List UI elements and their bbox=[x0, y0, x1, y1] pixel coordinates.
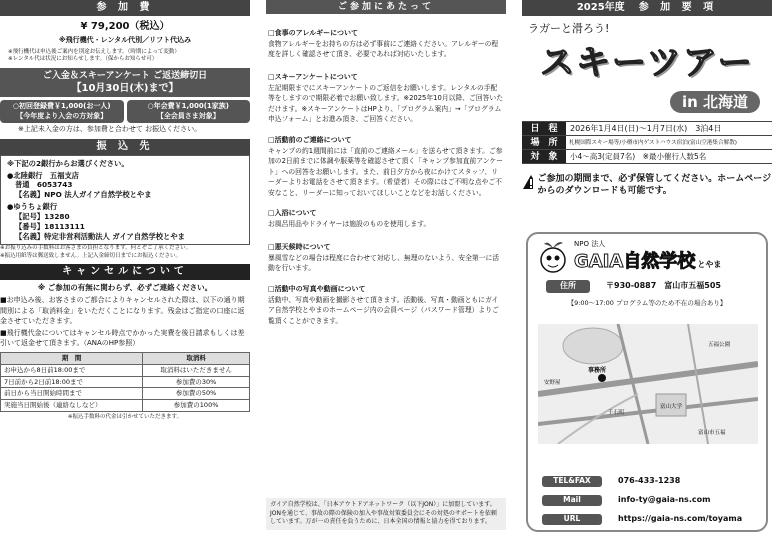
contact-value[interactable]: https://gaia-ns.com/toyama bbox=[618, 514, 743, 524]
contact-label: TEL&FAX bbox=[542, 476, 602, 486]
bank-title: 振 込 先 bbox=[0, 139, 250, 155]
bank-note-2: ※振込用紙等は郵送致しません。上記入金締切日までにお振込ください。 bbox=[0, 252, 181, 259]
fee-a-sub: 【今年度より入会の方対象】 bbox=[16, 111, 108, 120]
org-logo bbox=[536, 240, 766, 274]
bank1-name: 【名義】NPO 法人ガイア自然学校とやま bbox=[15, 190, 152, 200]
notes-title: ご参加にあたって bbox=[266, 0, 506, 14]
table-row bbox=[1, 376, 250, 388]
map-label: 千石町 bbox=[608, 410, 625, 416]
section-heading: □入浴について bbox=[268, 209, 317, 218]
map-label: 事務所 bbox=[588, 367, 607, 374]
cancel-p2: ■飛行機代金についてはキャンセル時点でかかった実費を後日請求もしくは差引いて返金せて頂きます。（ANAのHP参照） bbox=[0, 328, 245, 348]
details-table bbox=[522, 121, 772, 164]
section-heading: □活動前のご連絡について bbox=[268, 135, 352, 144]
bank2: ●ゆうちょ銀行 bbox=[7, 202, 58, 212]
contact-label: URL bbox=[542, 514, 602, 524]
section-text: 暴風雪などの場合は程度に合わせて対応し、無理のないよう、安全第一に活動を行います。 bbox=[268, 253, 500, 273]
membership-fees bbox=[0, 100, 250, 123]
bank2-name: 【名義】特定非営利活動法人 ガイア自然学校とやま bbox=[15, 231, 185, 241]
detail-key: 場 所 bbox=[522, 136, 566, 149]
map-label: 安野屋 bbox=[544, 380, 561, 386]
table-row bbox=[1, 364, 250, 376]
detail-row bbox=[522, 150, 772, 164]
contact-value[interactable]: info-ty@gaia-ns.com bbox=[618, 495, 711, 505]
bank-box bbox=[0, 155, 250, 246]
deadline-box bbox=[0, 68, 250, 98]
main-title: スキーツアー bbox=[540, 42, 754, 83]
table-row bbox=[1, 400, 250, 412]
table-cell: 参加費の30% bbox=[143, 376, 250, 388]
address-label: 住所 bbox=[546, 280, 590, 293]
fee-b bbox=[127, 100, 251, 123]
table-cell: 参加費の50% bbox=[143, 388, 250, 400]
notes-column bbox=[266, 0, 506, 536]
org-prefix: NPO 法人 bbox=[574, 240, 606, 249]
notice bbox=[522, 174, 772, 197]
bank1-acct: 普通 6053743 bbox=[15, 180, 73, 190]
address-row bbox=[546, 280, 766, 293]
fee-a-label: ○初回登録費￥1,000(お一人) bbox=[12, 102, 111, 111]
map-label: 富山大学 bbox=[660, 404, 683, 410]
info-header bbox=[522, 0, 772, 16]
cancel-sub: ※ ご参加の有無に関わらず、必ずご連絡ください。 bbox=[37, 283, 213, 293]
detail-value: 2026年1月4日(日)〜1月7日(水) 3泊4日 bbox=[570, 123, 722, 133]
org-suffix: とやま bbox=[697, 259, 722, 269]
bank2-num: 【番号】18113111 bbox=[15, 221, 85, 231]
fee-note: ※上記未入金の方は、参加費と合わせて お振込ください。 bbox=[18, 125, 202, 134]
org-name: GAIA自然学校 bbox=[574, 250, 696, 272]
place-badge: in 北海道 bbox=[670, 91, 760, 113]
note-1: ※飛行機代は申込後ご案内を別途お伝えします。（時期によって変動） bbox=[8, 48, 180, 55]
detail-row bbox=[522, 136, 772, 150]
hours: 【9:00〜17:00 プログラム等のため不在の場合あり】 bbox=[567, 298, 727, 307]
table-cell: 実施当日開始後（連絡なしなど） bbox=[1, 400, 143, 412]
fee-a bbox=[0, 100, 124, 123]
mascot-icon bbox=[536, 240, 570, 274]
section-text: 食物アレルギーをお持ちの方は必ず事前にご連絡ください。アレルギーの程度を詳しく確認させて頂き、必要であれば対応いたします。 bbox=[268, 39, 499, 59]
detail-value: 小4〜高3(定員7名) ※最小催行人数5名 bbox=[570, 151, 707, 161]
org-card bbox=[526, 232, 768, 532]
map-label: 五福公園 bbox=[708, 342, 731, 348]
contacts bbox=[542, 472, 762, 529]
fee-column bbox=[0, 0, 250, 536]
section-heading: □悪天候時について bbox=[268, 242, 331, 251]
table-header: 期 間 bbox=[1, 353, 143, 365]
insurance-box: ガイア自然学校は、「日本アウトドアネットワーク（以下JON）」に加盟しています。JONを通じて、事故の際の保険の加入や事故対策委員会にその対処のサポートを依頼しています。万が一の責任を負うために、日本全国の情報と協力を得ております。 bbox=[266, 498, 506, 530]
tagline: ラガーと滑ろう! bbox=[528, 22, 610, 35]
section-text: 活動中、写真や動画を撮影させて頂きます。活動後、写真・動画ともにガイア自然学校とやまのホームページ内の会員ページ（パスワード管理）よりご覧頂くことができます。 bbox=[268, 295, 499, 325]
table-note: ※振込手数料の代金は引かせていただきます。 bbox=[67, 413, 183, 420]
price-note: ※飛行機代・レンタル代別／リフト代込み bbox=[58, 35, 192, 44]
year-label: 2025年度 bbox=[576, 2, 625, 13]
bank1: ●北陸銀行 五福支店 bbox=[7, 170, 80, 180]
cancel-table bbox=[0, 352, 250, 412]
note-2: ※レンタル代は状況にお知らせします。（保からお知らせ可） bbox=[8, 56, 158, 63]
table-cell: お申込から8日前18:00まで bbox=[1, 364, 143, 376]
contact-label: Mail bbox=[542, 495, 602, 505]
table-cell: 取消料はいただきません bbox=[143, 364, 250, 376]
table-cell: 参加費の100% bbox=[143, 400, 250, 412]
bank2-code: 【記号】13280 bbox=[15, 211, 70, 221]
fee-b-sub: 【全会員さま対象】 bbox=[156, 111, 220, 120]
section-text: キャンプの約1週間前には「直前のご連絡メール」を送らせて頂きます。ご参加の2日前までに体調や服薬等を確認させて頂く「キャンプ参加直前アンケート」への回答をお願いします。また、前日夕方から夜にかけてスタッフ、リーダーよりお電話をさせて頂きます。（希望者）その際にはご不明な点やご不安なこと、リーダーに知っておいてほしいことなどをお話しください。 bbox=[268, 146, 504, 197]
table-cell: 7日前から2日前18:00まで bbox=[1, 376, 143, 388]
contact-value: 076-433-1238 bbox=[618, 476, 681, 486]
section-text: お風呂用品やドライヤーは施設のものを使用します。 bbox=[268, 220, 431, 229]
cancel-p1: ■お申込み後、お客さまのご都合によりキャンセルされた際は、以下の通り期間別による「取消料金」をいただくことになります。残金はご指定の口座に返金させていただきます。 bbox=[0, 296, 245, 325]
deadline-date: 【10月30日(木)まで】 bbox=[71, 82, 179, 94]
fee-b-label: ○年会費￥1,000(1家族) bbox=[147, 102, 230, 111]
deadline-title: ご入金＆スキーアンケート ご返送締切日 bbox=[42, 70, 208, 81]
detail-value: 札幌国際スキー場等/小樽市内ゲストハウス宿泊(富山空港集合解散) bbox=[569, 139, 737, 146]
price: ¥ 79,200（税込） bbox=[80, 21, 170, 32]
section-heading: □活動中の写真や動画について bbox=[268, 284, 366, 293]
section-heading: □食事のアレルギーについて bbox=[268, 29, 359, 37]
detail-row bbox=[522, 122, 772, 136]
detail-key: 日 程 bbox=[522, 122, 566, 135]
bank-intro: ※下記の2銀行からお選びください。 bbox=[7, 158, 129, 168]
table-header: 取消料 bbox=[143, 353, 250, 365]
bank-note-1: ※お振り込みの手数料はお客さまの負担となります。何とぞご了承ください。 bbox=[0, 245, 192, 252]
section-heading: □スキーアンケートについて bbox=[268, 72, 358, 81]
contact-row bbox=[542, 510, 762, 529]
info-column bbox=[522, 0, 772, 536]
table-cell: 前日から当日開始時間まで bbox=[1, 388, 143, 400]
office-map bbox=[538, 324, 758, 444]
contact-row bbox=[542, 472, 762, 491]
fee-title: 参 加 費 bbox=[0, 0, 250, 16]
contact-row bbox=[542, 491, 762, 510]
table-row bbox=[1, 388, 250, 400]
notice-text: ご参加の期間まで、必ず保管してください。ホームページからのダウンロードも可能です。 bbox=[537, 173, 772, 196]
detail-key: 対 象 bbox=[522, 150, 566, 163]
section-text: 左記期限までにスキーアンケートのご返信をお願いします。レンタルの手配等をしますので期限必着でお願い致します。※2025年10月以降、ご回答いただけます。※スキーアンケートはHPより、「プログラム案内」→「プログラム申込フォーム」とお進み頂き、ご回答ください。 bbox=[268, 83, 504, 124]
address: 〒930-0887 富山市五福505 bbox=[606, 281, 721, 290]
warning-icon bbox=[522, 174, 533, 190]
info-title: 参 加 要 項 bbox=[638, 2, 718, 13]
office-pin-icon bbox=[598, 374, 606, 382]
cancel-title: キャンセルについて bbox=[0, 264, 250, 280]
map-label: 富山市五福 bbox=[698, 430, 726, 436]
